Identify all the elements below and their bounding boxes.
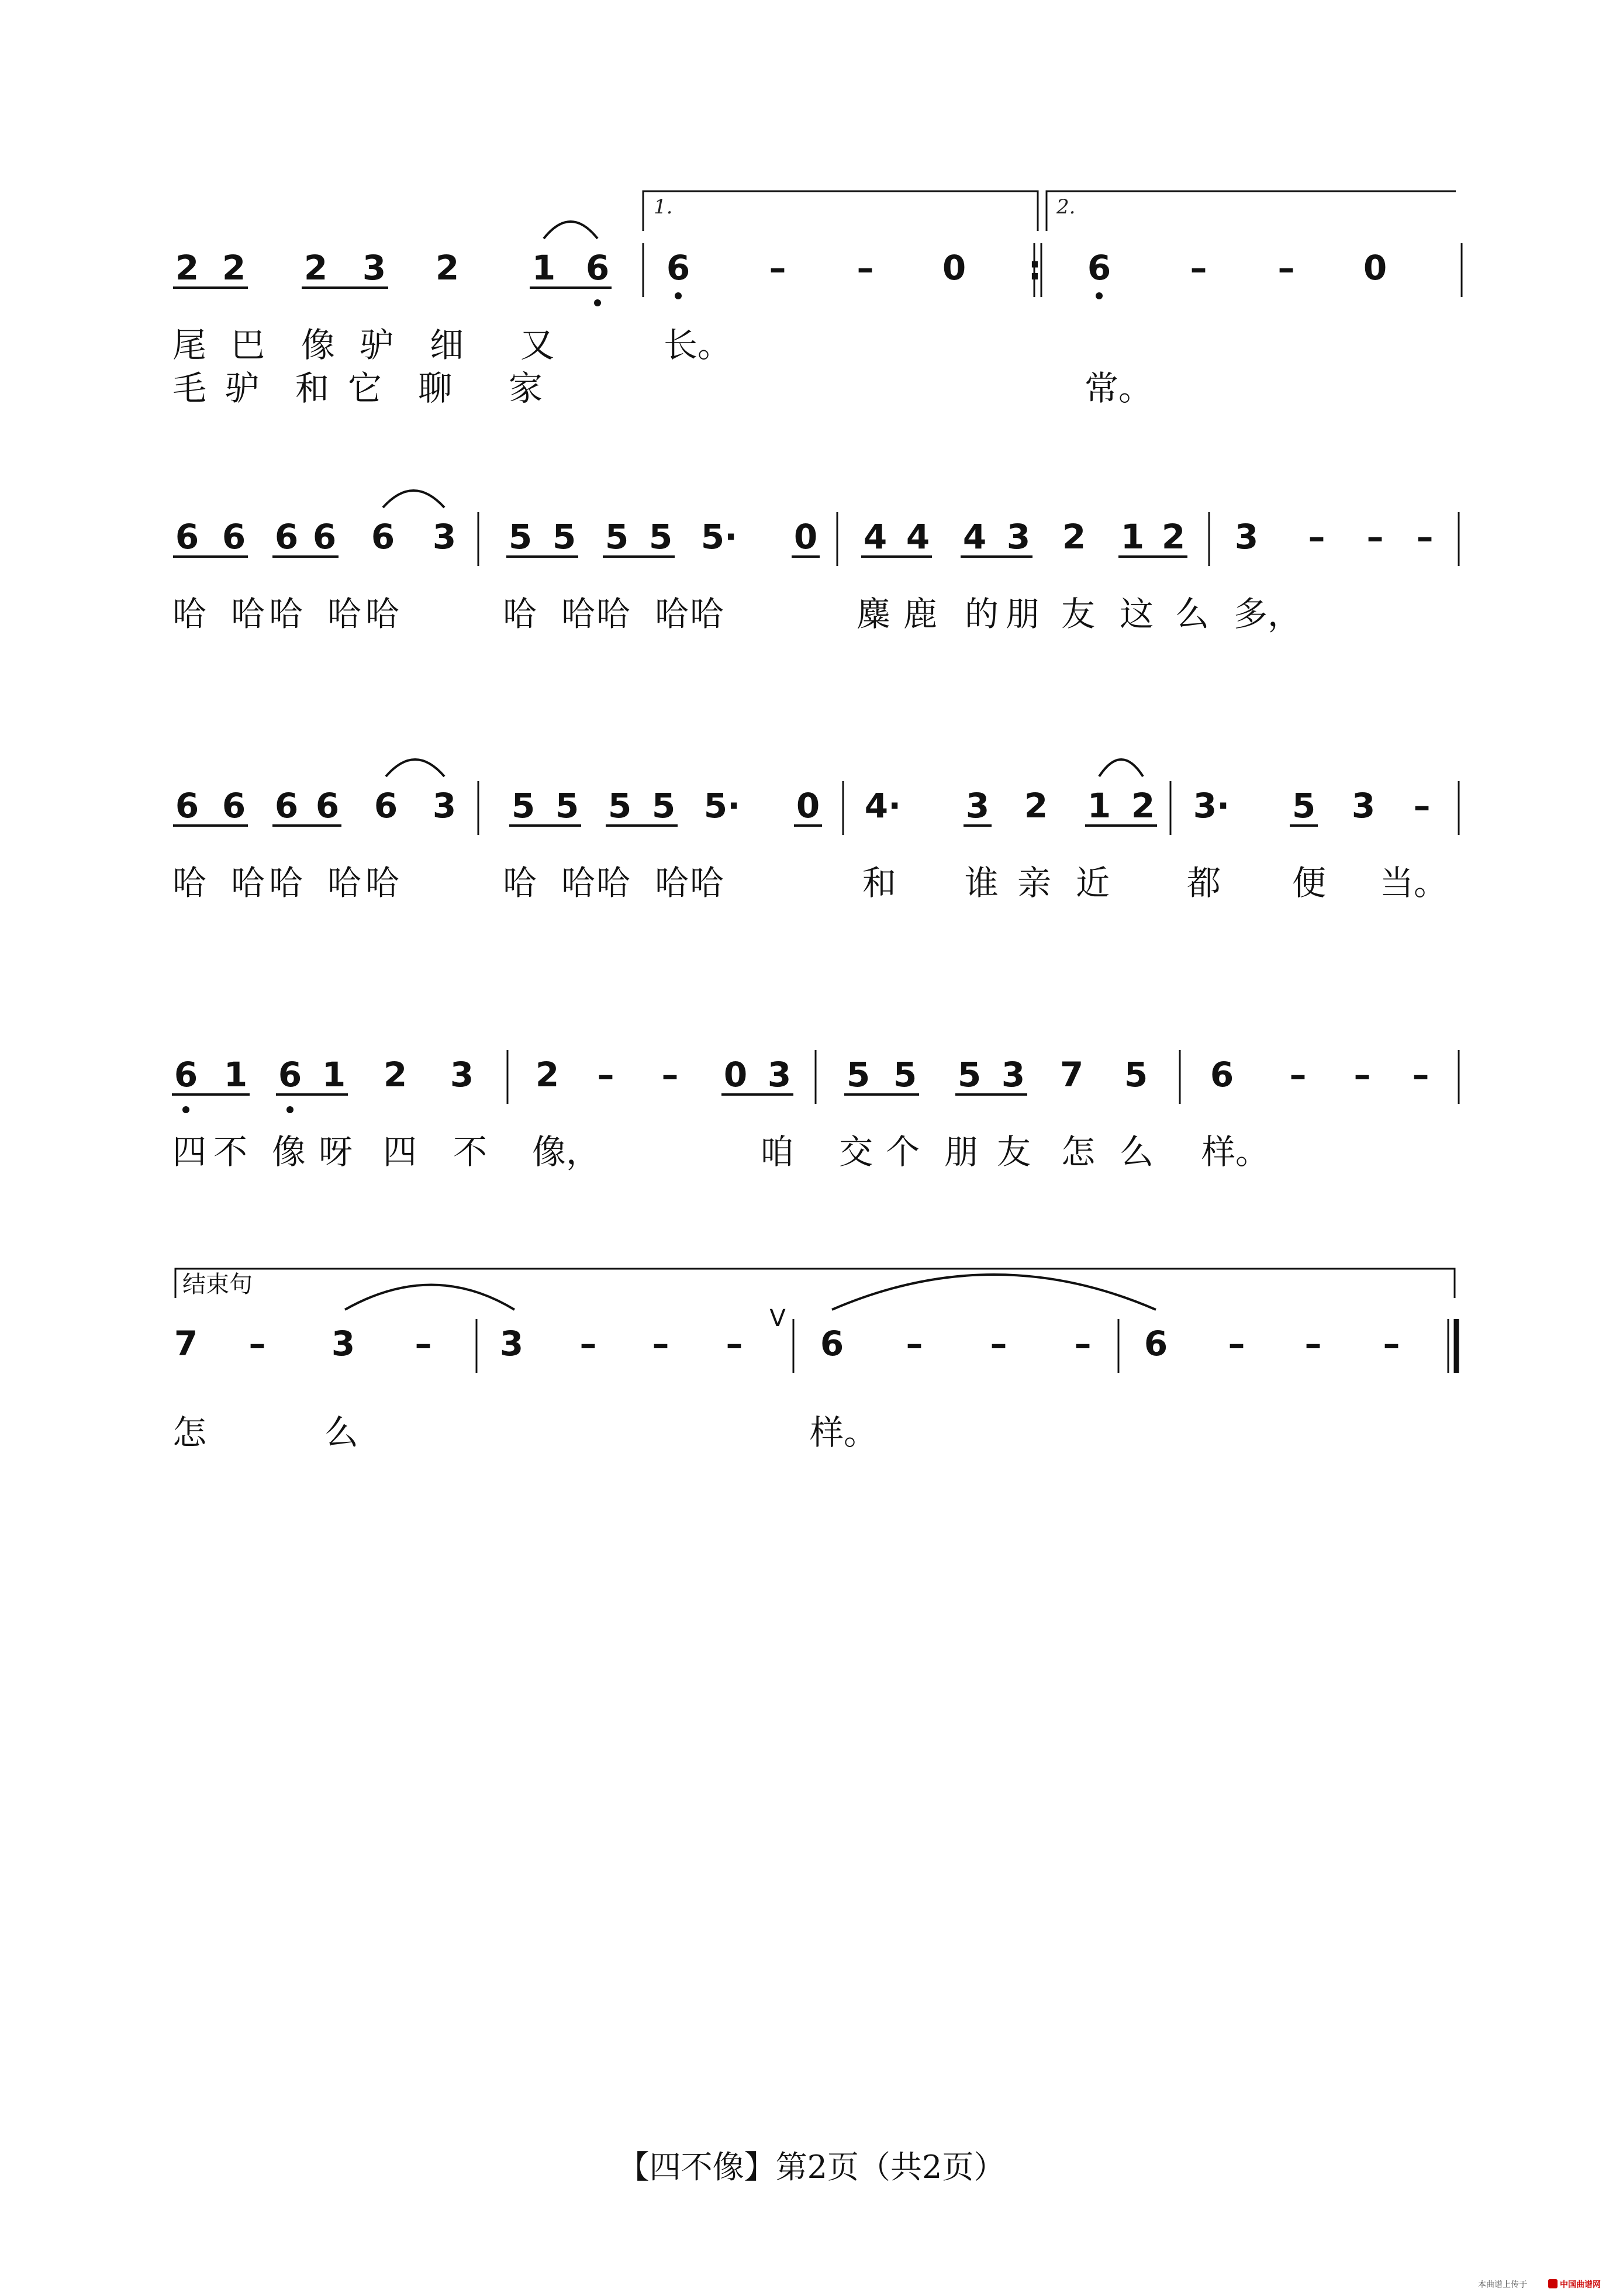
lyric-char: 尾 (172, 325, 207, 365)
note: 6 (315, 786, 340, 826)
lyric-char: 友 (1061, 594, 1096, 634)
low-octave-dot (594, 299, 601, 306)
note: 7 (1059, 1055, 1084, 1095)
lyric-char: 和 (862, 863, 897, 903)
lyric-char: 个 (886, 1132, 920, 1172)
lyric-char: 么 (1120, 1132, 1154, 1172)
note: 6 (278, 1055, 302, 1095)
slur (386, 759, 444, 776)
note: 4· (864, 786, 902, 826)
volta-bracket-first (643, 191, 1038, 231)
lyric-char: 友 (997, 1132, 1031, 1172)
note: 6 (1087, 248, 1111, 288)
lyric-char-verse2: 聊 (418, 368, 453, 408)
lyric-char-verse2: 常。 (1085, 368, 1153, 408)
note: – (1289, 1055, 1307, 1095)
lyric-char: 哈 (269, 594, 303, 634)
note: 5 (552, 517, 576, 557)
note: 6 (374, 786, 398, 826)
note: 6 (175, 786, 199, 826)
lyric-char: 哈 (365, 594, 400, 634)
note: – (1413, 786, 1431, 826)
note: 1 (322, 1055, 346, 1095)
note: 0 (793, 517, 818, 557)
lyric-char: 像 (272, 1132, 306, 1172)
note: 3 (331, 1324, 355, 1363)
note: 6 (585, 248, 610, 288)
lyric-char: 么 (324, 1413, 359, 1452)
note: 2 (1062, 517, 1086, 557)
note: 6 (174, 1055, 198, 1095)
note: 5 (607, 786, 632, 826)
note: 4 (962, 517, 987, 557)
lyric-char: 交 (839, 1132, 873, 1172)
lyric-char: 呀 (319, 1132, 353, 1172)
notation-row (172, 512, 1459, 634)
lyric-char: 长。 (664, 325, 732, 365)
note: 5 (957, 1055, 982, 1095)
note: – (1304, 1324, 1322, 1363)
lyric-char: 巴 (231, 325, 265, 365)
lyric-char: 咱 (760, 1132, 795, 1172)
note: 3 (1351, 786, 1376, 826)
note: 3 (450, 1055, 474, 1095)
lyric-char: 像， (532, 1132, 600, 1172)
note: 5 (508, 517, 533, 557)
note: – (579, 1324, 597, 1363)
note: – (1190, 248, 1207, 288)
note: 7 (174, 1324, 198, 1363)
lyric-char: 哈 (231, 863, 265, 903)
note: 1 (223, 1055, 248, 1095)
lyric-char: 哈 (172, 594, 207, 634)
lyric-char-verse2: 毛 (172, 368, 207, 408)
note: 3 (1006, 517, 1031, 557)
lyric-char: 哈 (690, 594, 724, 634)
slur (383, 491, 444, 507)
lyric-char: 怎 (1061, 1132, 1096, 1172)
note: 1 (1120, 517, 1145, 557)
lyric-char: 哈 (231, 594, 265, 634)
lyric-char: 谁 (965, 863, 999, 903)
note: 5 (893, 1055, 917, 1095)
note: 2 (1161, 517, 1186, 557)
page-footer: 【四不像】第2页（共2页） (617, 2149, 1006, 2185)
lyric-char: 朋 (944, 1132, 979, 1172)
breath-mark: V (769, 1305, 786, 1332)
note: 2 (383, 1055, 408, 1095)
note: 2 (1131, 786, 1155, 826)
note: – (652, 1324, 669, 1363)
note: – (1353, 1055, 1371, 1095)
lyric-char: 麋 (857, 594, 891, 634)
note: – (597, 1055, 614, 1095)
lyric-char: 哈 (596, 594, 631, 634)
note: – (1277, 248, 1295, 288)
lyric-char-verse2: 它 (348, 368, 382, 408)
lyric-char: 样。 (810, 1413, 878, 1452)
lyric-char: 么 (1175, 594, 1210, 634)
note: 5 (1124, 1055, 1148, 1095)
lyric-char: 哈 (365, 863, 400, 903)
ending-bracket (175, 1269, 1455, 1298)
note: 2 (1024, 786, 1048, 826)
note: 0 (796, 786, 820, 826)
note: 3 (499, 1324, 524, 1363)
note: 6 (312, 517, 337, 557)
lyric-char: 哈 (596, 863, 631, 903)
note: – (726, 1324, 743, 1363)
lyric-char: 哈 (561, 863, 596, 903)
note: – (769, 248, 786, 288)
low-octave-dot (1096, 292, 1103, 299)
note: 3 (767, 1055, 792, 1095)
note: 1 (1087, 786, 1111, 826)
note: – (1383, 1324, 1400, 1363)
note: 1 (531, 248, 556, 288)
lyric-char: 又 (520, 325, 555, 365)
lyric-char: 的 (965, 594, 999, 634)
lyric-char: 不 (213, 1132, 248, 1172)
note: – (1074, 1324, 1092, 1363)
lyric-char: 样。 (1201, 1132, 1270, 1172)
watermark-prefix: 本曲谱上传于 (1478, 2280, 1527, 2290)
note: 5 (511, 786, 536, 826)
note: 5 (651, 786, 676, 826)
lyric-char: 细 (430, 325, 464, 365)
note: 3 (1001, 1055, 1025, 1095)
note: 2 (535, 1055, 560, 1095)
lyric-char: 当。 (1380, 863, 1448, 903)
low-octave-dot (675, 292, 682, 299)
lyric-char: 哈 (690, 863, 724, 903)
note: 6 (274, 786, 299, 826)
note: – (1416, 517, 1434, 557)
note: – (248, 1324, 266, 1363)
lyric-char: 哈 (655, 863, 689, 903)
lyric-char: 多， (1234, 594, 1302, 634)
note: 5 (1292, 786, 1316, 826)
note: 2 (435, 248, 460, 288)
lyric-char: 四 (172, 1132, 207, 1172)
note: 3 (965, 786, 990, 826)
note: 2 (303, 248, 328, 288)
note: 6 (175, 517, 199, 557)
note: 6 (274, 517, 299, 557)
low-octave-dot (286, 1106, 293, 1113)
lyric-char: 哈 (172, 863, 207, 903)
ending-label: 结束句 (182, 1271, 253, 1298)
note: 2 (175, 248, 199, 288)
slur (345, 1285, 514, 1310)
lyric-char: 哈 (503, 594, 537, 634)
note: 3 (1234, 517, 1259, 557)
lyric-char: 亲 (1017, 863, 1052, 903)
notation-row (172, 1319, 1456, 1452)
lyric-char: 哈 (327, 863, 362, 903)
watermark-brand: 中国曲谱网 (1560, 2280, 1601, 2290)
lyric-char-verse2: 和 (295, 368, 330, 408)
note: 2 (222, 248, 246, 288)
lyric-char: 哈 (655, 594, 689, 634)
notation-row (172, 781, 1459, 903)
note: – (1228, 1324, 1245, 1363)
note: 3 (432, 786, 457, 826)
lyric-char: 四 (383, 1132, 417, 1172)
note: 6 (222, 786, 246, 826)
note: 6 (371, 517, 395, 557)
notation-row (172, 243, 1462, 408)
note: 0 (1363, 248, 1387, 288)
note: 0 (942, 248, 966, 288)
note: 5 (605, 517, 629, 557)
note: 5· (703, 786, 741, 826)
note: – (990, 1324, 1007, 1363)
low-octave-dot (182, 1106, 189, 1113)
note: 4 (906, 517, 930, 557)
note: 3 (362, 248, 386, 288)
lyric-char: 哈 (269, 863, 303, 903)
note: – (661, 1055, 679, 1095)
lyric-char-verse2: 家 (509, 368, 543, 408)
notation-rows (172, 243, 1462, 1452)
repeat-sign: : (1028, 248, 1042, 288)
lyric-char: 怎 (172, 1413, 207, 1452)
lyric-char: 近 (1076, 863, 1110, 903)
lyric-char: 便 (1292, 863, 1327, 903)
note: 6 (666, 248, 690, 288)
note: – (1412, 1055, 1429, 1095)
slur (832, 1275, 1156, 1310)
note: – (857, 248, 874, 288)
note: – (1308, 517, 1325, 557)
lyric-char: 都 (1187, 863, 1221, 903)
lyric-char: 不 (453, 1132, 488, 1172)
note: 6 (1210, 1055, 1234, 1095)
lyric-char: 哈 (561, 594, 596, 634)
volta-second-label: 2. (1056, 195, 1076, 219)
note: 3· (1193, 786, 1230, 826)
lyric-char: 哈 (503, 863, 537, 903)
note: 5 (846, 1055, 871, 1095)
note: – (1366, 517, 1384, 557)
note: 0 (723, 1055, 748, 1095)
lyric-char: 驴 (360, 325, 394, 365)
note: 6 (1144, 1324, 1168, 1363)
lyric-char: 这 (1120, 594, 1154, 634)
note: 6 (222, 517, 246, 557)
watermark-logo-icon (1548, 2279, 1558, 2288)
notation-row (172, 1050, 1459, 1172)
lyric-char: 鹿 (903, 594, 938, 634)
lyric-char: 像 (301, 325, 336, 365)
slur (544, 222, 598, 239)
note: 5 (555, 786, 579, 826)
note: – (415, 1324, 432, 1363)
note: 3 (432, 517, 457, 557)
lyric-char-verse2: 驴 (225, 368, 260, 408)
note: 5 (648, 517, 673, 557)
volta-first-label: 1. (654, 195, 673, 219)
slur (1099, 759, 1143, 776)
note: 6 (820, 1324, 844, 1363)
lyric-char: 朋 (1006, 594, 1040, 634)
note: 4 (863, 517, 888, 557)
note: – (906, 1324, 923, 1363)
lyric-char: 哈 (327, 594, 362, 634)
volta-bracket-second (1047, 191, 1456, 231)
note: 5· (700, 517, 738, 557)
